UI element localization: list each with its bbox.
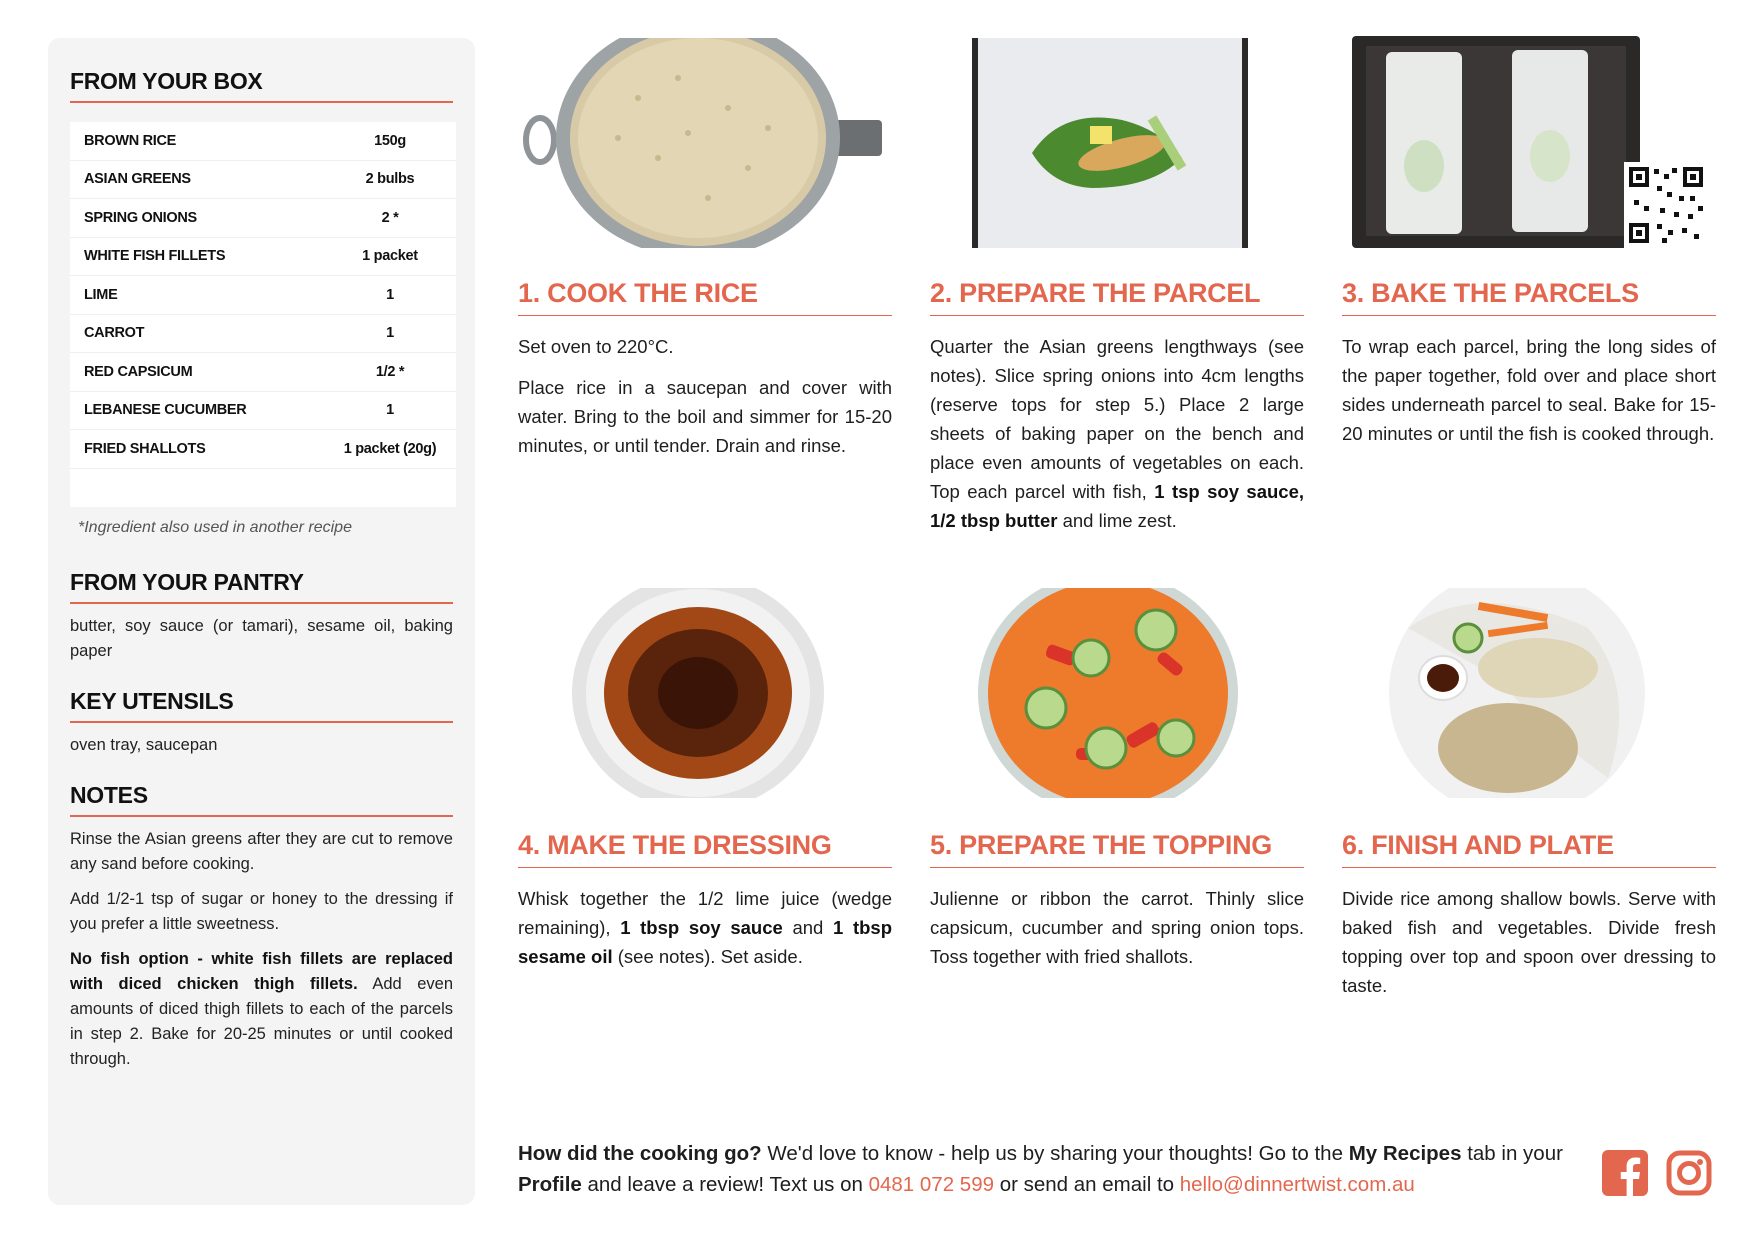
step-5 [930, 830, 1304, 971]
utensils-heading: KEY UTENSILS [70, 688, 453, 723]
ingredient-row [70, 199, 456, 238]
step-2-text-b: and lime zest. [1057, 510, 1177, 531]
pantry-text: butter, soy sauce (or tamari), sesame oil, baking paper [70, 616, 453, 660]
ingredients-table [70, 122, 456, 507]
baked-parcels-photo [1352, 36, 1708, 248]
utensils-text: oven tray, saucepan [70, 735, 218, 754]
step-4-text [518, 884, 892, 971]
ingredient-quantity: 1 packet [362, 248, 418, 265]
instagram-icon[interactable] [1666, 1150, 1712, 1196]
step-4 [518, 830, 892, 971]
ingredient-row [70, 161, 456, 200]
note-2: Add 1/2-1 tsp of sugar or honey to the dressing if you prefer a little sweetness. [70, 889, 453, 933]
ingredient-row [70, 276, 456, 315]
feedback-footer [518, 1138, 1578, 1200]
note-3 [70, 947, 453, 1072]
step-4-text-b: and [782, 917, 833, 938]
ingredient-quantity: 1 [386, 325, 394, 342]
step-1-body [518, 332, 892, 460]
step-6-text: Divide rice among shallow bowls. Serve with baked fish and vegetables. Divide fresh topping over top and spoon over dressing to taste. [1342, 888, 1716, 996]
ingredient-row [70, 392, 456, 431]
ingredient-name: LIME [84, 286, 118, 303]
ingredient-row [70, 238, 456, 277]
step-1-title: 1. COOK THE RICE [518, 278, 892, 316]
ingredient-name: LEBANESE CUCUMBER [84, 402, 247, 419]
step-5-title: 5. PREPARE THE TOPPING [930, 830, 1304, 868]
footer-email-link[interactable]: hello@dinnertwist.com.au [1179, 1173, 1415, 1196]
ingredients-sidebar [48, 38, 475, 1205]
footer-profile: Profile [518, 1173, 582, 1196]
parcel-prep-photo [972, 38, 1248, 248]
ingredient-name: CARROT [84, 325, 145, 342]
footer-text-3: and leave a review! Text us on [581, 1173, 869, 1196]
rice-colander-photo [518, 38, 882, 248]
step-5-body [930, 884, 1304, 971]
step-2-text-bold: 1 tsp soy sauce, 1/2 tbsp butter [930, 481, 1305, 531]
footer-text-2: tab in your [1461, 1142, 1563, 1165]
ingredient-row [70, 353, 456, 392]
step-2 [930, 278, 1304, 535]
ingredient-quantity: 2 bulbs [365, 171, 415, 188]
ingredient-quantity: 2 * [381, 209, 399, 226]
step-2-body [930, 332, 1304, 535]
step-5-text: Julienne or ribbon the carrot. Thinly slice capsicum, cucumber and spring onion tops. Toss together with fried shallots. [930, 888, 1304, 967]
step-2-title: 2. PREPARE THE PARCEL [930, 278, 1304, 316]
note-1: Rinse the Asian greens after they are cut to remove any sand before cooking. [70, 829, 453, 873]
from-your-box-heading: FROM YOUR BOX [70, 68, 453, 103]
ingredient-name: RED CAPSICUM [84, 363, 193, 380]
ingredient-name: FRIED SHALLOTS [84, 440, 206, 457]
footer-question: How did the cooking go? [518, 1142, 762, 1165]
step-4-text-c: (see notes). Set aside. [612, 946, 803, 967]
step-3-title: 3. BAKE THE PARCELS [1342, 278, 1716, 316]
step-1 [518, 278, 892, 460]
step-6-body [1342, 884, 1716, 1000]
step-3-text: To wrap each parcel, bring the long sides of the paper together, fold over and place short sides underneath parcel to seal. Bake for 15-20 minutes or until the fish is cooked through. [1342, 336, 1716, 444]
ingredient-name: SPRING ONIONS [84, 209, 197, 226]
ingredient-quantity: 1 packet (20g) [343, 440, 437, 457]
step-2-text-a: Quarter the Asian greens lengthways (see notes). Slice spring onions into 4cm lengths (reserve tops for step 5.) Place 2 large sheets of baking paper on the bench and place even amounts of vegetables on each. Top each parcel with fish, [930, 336, 1304, 502]
ingredient-name: BROWN RICE [84, 132, 177, 149]
footer-text-4: or send an email to [994, 1173, 1180, 1196]
note-3-rest: Add even amounts of diced thigh fillets to each of the parcels in step 2. Bake for 20-25 minutes or until cooked through. [70, 974, 453, 1068]
step-6-title: 6. FINISH AND PLATE [1342, 830, 1716, 868]
facebook-icon[interactable] [1602, 1150, 1648, 1196]
ingredient-quantity: 1 [386, 402, 394, 419]
ingredient-row [70, 315, 456, 354]
ingredient-row [70, 430, 456, 469]
ingredient-row-empty [70, 469, 456, 507]
ingredient-quantity: 1/2 * [375, 363, 405, 380]
note-3-bold: No fish option - white fish fillets are replaced with diced chicken thigh fillets. [70, 949, 453, 993]
ingredient-name: ASIAN GREENS [84, 171, 191, 188]
qr-code [1624, 162, 1708, 248]
pantry-heading: FROM YOUR PANTRY [70, 569, 453, 604]
step-1-text-1: Set oven to 220°C. [518, 336, 674, 357]
step-4-text-a: Whisk together the 1/2 lime juice (wedge remaining), [518, 888, 892, 938]
step-2-text [930, 332, 1304, 535]
step-4-text-bold-1: 1 tbsp soy sauce [620, 917, 783, 938]
footer-phone-link[interactable]: 0481 072 599 [868, 1173, 994, 1196]
step-4-body [518, 884, 892, 971]
salad-bowl-photo [976, 588, 1240, 798]
ingredient-quantity: 1 [386, 286, 394, 303]
plated-dish-photo [1388, 588, 1646, 798]
notes-heading: NOTES [70, 782, 453, 817]
step-6 [1342, 830, 1716, 1000]
footer-my-recipes: My Recipes [1348, 1142, 1462, 1165]
footer-text-1: We'd love to know - help us by sharing your thoughts! Go to the [761, 1142, 1349, 1165]
step-3-body [1342, 332, 1716, 448]
ingredient-quantity: 150g [374, 132, 406, 149]
ingredient-footnote: *Ingredient also used in another recipe [78, 518, 352, 536]
step-4-title: 4. MAKE THE DRESSING [518, 830, 892, 868]
step-3 [1342, 278, 1716, 448]
step-1-text-2: Place rice in a saucepan and cover with water. Bring to the boil and simmer for 15-20 minutes, or until tender. Drain and rinse. [518, 377, 892, 456]
dressing-bowl-photo [570, 588, 826, 798]
step-4-text-bold-2: 1 tbsp sesame oil [518, 917, 892, 967]
ingredient-row [70, 122, 456, 161]
ingredient-name: WHITE FISH FILLETS [84, 248, 226, 265]
